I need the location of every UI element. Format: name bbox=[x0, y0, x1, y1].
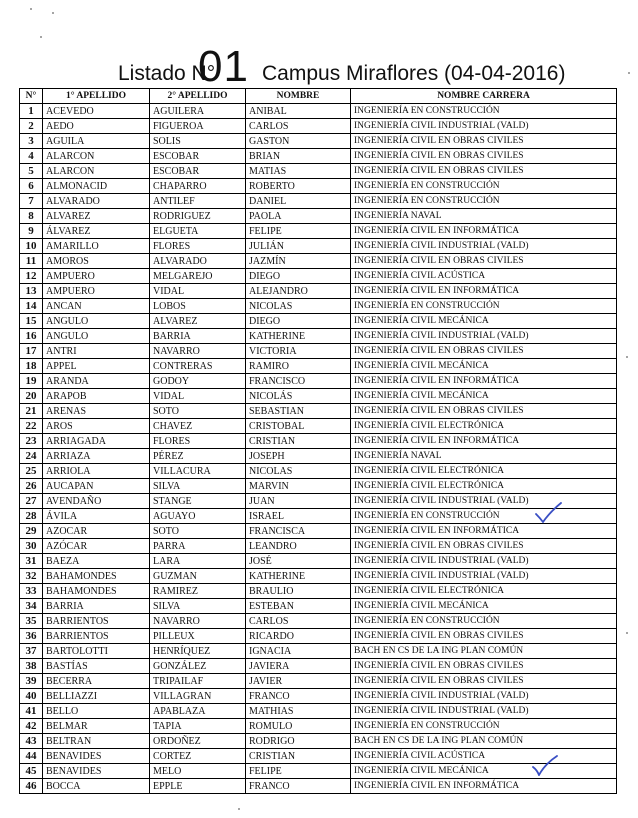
second-surname: RODRIGUEZ bbox=[150, 209, 246, 224]
table-row bbox=[20, 419, 617, 434]
career-name: INGENIERÍA CIVIL EN OBRAS CIVILES bbox=[351, 149, 617, 164]
career-name: INGENIERÍA NAVAL bbox=[351, 449, 617, 464]
table-row bbox=[20, 269, 617, 284]
table-row bbox=[20, 494, 617, 509]
first-surname: ÁVILA bbox=[43, 509, 150, 524]
scan-speck bbox=[40, 36, 42, 38]
col-second-surname-header: 2° APELLIDO bbox=[150, 89, 246, 104]
second-surname: VILLAGRAN bbox=[150, 689, 246, 704]
row-number: 41 bbox=[20, 704, 43, 719]
career-name: INGENIERÍA EN CONSTRUCCIÓN bbox=[351, 299, 617, 314]
first-name: ALEJANDRO bbox=[246, 284, 351, 299]
first-surname: AMOROS bbox=[43, 254, 150, 269]
first-surname: BAHAMONDES bbox=[43, 569, 150, 584]
career-name: INGENIERÍA CIVIL EN OBRAS CIVILES bbox=[351, 164, 617, 179]
second-surname: SOTO bbox=[150, 404, 246, 419]
row-number: 7 bbox=[20, 194, 43, 209]
row-number: 4 bbox=[20, 149, 43, 164]
second-surname: TAPIA bbox=[150, 719, 246, 734]
row-number: 8 bbox=[20, 209, 43, 224]
first-name: GASTON bbox=[246, 134, 351, 149]
career-name: INGENIERÍA CIVIL EN OBRAS CIVILES bbox=[351, 254, 617, 269]
career-name: INGENIERÍA CIVIL EN INFORMÁTICA bbox=[351, 224, 617, 239]
first-name: FRANCISCA bbox=[246, 524, 351, 539]
career-name: INGENIERÍA CIVIL INDUSTRIAL (VALD) bbox=[351, 239, 617, 254]
first-surname: ARRIAZA bbox=[43, 449, 150, 464]
first-name: DIEGO bbox=[246, 269, 351, 284]
career-name: INGENIERÍA CIVIL EN INFORMÁTICA bbox=[351, 374, 617, 389]
second-surname: FLORES bbox=[150, 434, 246, 449]
row-number: 39 bbox=[20, 674, 43, 689]
row-number: 37 bbox=[20, 644, 43, 659]
first-surname: BELMAR bbox=[43, 719, 150, 734]
row-number: 44 bbox=[20, 749, 43, 764]
first-surname: BECERRA bbox=[43, 674, 150, 689]
first-name: CRISTOBAL bbox=[246, 419, 351, 434]
row-number: 31 bbox=[20, 554, 43, 569]
career-name: INGENIERÍA CIVIL EN OBRAS CIVILES bbox=[351, 344, 617, 359]
first-name: KATHERINE bbox=[246, 569, 351, 584]
document-title bbox=[0, 28, 638, 91]
first-name: ESTEBAN bbox=[246, 599, 351, 614]
row-number: 29 bbox=[20, 524, 43, 539]
table-row bbox=[20, 614, 617, 629]
table-row bbox=[20, 239, 617, 254]
career-name: INGENIERÍA EN CONSTRUCCIÓN bbox=[351, 719, 617, 734]
row-number: 18 bbox=[20, 359, 43, 374]
table-row bbox=[20, 224, 617, 239]
second-surname: SOLIS bbox=[150, 134, 246, 149]
row-number: 10 bbox=[20, 239, 43, 254]
second-surname: VILLACURA bbox=[150, 464, 246, 479]
first-surname: BARRIA bbox=[43, 599, 150, 614]
first-surname: ALMONACID bbox=[43, 179, 150, 194]
table-row bbox=[20, 779, 617, 794]
first-surname: APPEL bbox=[43, 359, 150, 374]
second-surname: CORTEZ bbox=[150, 749, 246, 764]
first-name: CARLOS bbox=[246, 119, 351, 134]
second-surname: ESCOBAR bbox=[150, 164, 246, 179]
first-name: NICOLÁS bbox=[246, 389, 351, 404]
table-row bbox=[20, 629, 617, 644]
first-surname: AMPUERO bbox=[43, 284, 150, 299]
first-name: PAOLA bbox=[246, 209, 351, 224]
row-number: 17 bbox=[20, 344, 43, 359]
header-row bbox=[20, 89, 617, 104]
row-number: 11 bbox=[20, 254, 43, 269]
table-row bbox=[20, 584, 617, 599]
first-name: RICARDO bbox=[246, 629, 351, 644]
first-surname: BELLIAZZI bbox=[43, 689, 150, 704]
career-name: INGENIERÍA EN CONSTRUCCIÓN bbox=[351, 614, 617, 629]
row-number: 13 bbox=[20, 284, 43, 299]
first-name: ROMULO bbox=[246, 719, 351, 734]
first-name: DIEGO bbox=[246, 314, 351, 329]
second-surname: VIDAL bbox=[150, 284, 246, 299]
table-row bbox=[20, 134, 617, 149]
career-name: INGENIERÍA CIVIL MECÁNICA bbox=[351, 389, 617, 404]
table-row bbox=[20, 179, 617, 194]
first-surname: AGUILA bbox=[43, 134, 150, 149]
first-surname: ANCAN bbox=[43, 299, 150, 314]
col-first-surname-header: 1° APELLIDO bbox=[43, 89, 150, 104]
first-name: JULIÁN bbox=[246, 239, 351, 254]
second-surname: RAMIREZ bbox=[150, 584, 246, 599]
career-name: INGENIERÍA CIVIL EN INFORMÁTICA bbox=[351, 779, 617, 794]
table-row bbox=[20, 719, 617, 734]
table-row bbox=[20, 119, 617, 134]
first-name: RAMIRO bbox=[246, 359, 351, 374]
first-surname: ALARCON bbox=[43, 149, 150, 164]
first-surname: BARRIENTOS bbox=[43, 614, 150, 629]
first-name: NICOLAS bbox=[246, 299, 351, 314]
table-row bbox=[20, 389, 617, 404]
first-surname: ÁLVAREZ bbox=[43, 224, 150, 239]
second-surname: TRIPAILAF bbox=[150, 674, 246, 689]
row-number: 43 bbox=[20, 734, 43, 749]
first-name: CRISTIAN bbox=[246, 434, 351, 449]
first-name: MARVIN bbox=[246, 479, 351, 494]
table-row bbox=[20, 539, 617, 554]
first-surname: ARENAS bbox=[43, 404, 150, 419]
row-number: 34 bbox=[20, 599, 43, 614]
table-row bbox=[20, 344, 617, 359]
second-surname: HENRÍQUEZ bbox=[150, 644, 246, 659]
row-number: 15 bbox=[20, 314, 43, 329]
first-name: SEBASTIAN bbox=[246, 404, 351, 419]
scan-speck bbox=[30, 8, 32, 10]
second-surname: NAVARRO bbox=[150, 614, 246, 629]
career-name: INGENIERÍA CIVIL EN OBRAS CIVILES bbox=[351, 659, 617, 674]
first-surname: BELLO bbox=[43, 704, 150, 719]
first-name: IGNACIA bbox=[246, 644, 351, 659]
second-surname: MELGAREJO bbox=[150, 269, 246, 284]
table-row bbox=[20, 764, 617, 779]
career-name: INGENIERÍA CIVIL INDUSTRIAL (VALD) bbox=[351, 329, 617, 344]
second-surname: SILVA bbox=[150, 599, 246, 614]
second-surname: FIGUEROA bbox=[150, 119, 246, 134]
row-number: 26 bbox=[20, 479, 43, 494]
career-name: INGENIERÍA CIVIL ELECTRÓNICA bbox=[351, 584, 617, 599]
career-name: BACH EN CS DE LA ING PLAN COMÚN bbox=[351, 644, 617, 659]
first-surname: AEDO bbox=[43, 119, 150, 134]
career-name: INGENIERÍA CIVIL EN OBRAS CIVILES bbox=[351, 674, 617, 689]
table-row bbox=[20, 359, 617, 374]
second-surname: LOBOS bbox=[150, 299, 246, 314]
row-number: 38 bbox=[20, 659, 43, 674]
second-surname: PARRA bbox=[150, 539, 246, 554]
first-name: MATIAS bbox=[246, 164, 351, 179]
table-row bbox=[20, 314, 617, 329]
first-name: JOSÉ bbox=[246, 554, 351, 569]
career-name: INGENIERÍA CIVIL MECÁNICA bbox=[351, 599, 617, 614]
row-number: 22 bbox=[20, 419, 43, 434]
second-surname: ALVAREZ bbox=[150, 314, 246, 329]
first-surname: ARANDA bbox=[43, 374, 150, 389]
second-surname: NAVARRO bbox=[150, 344, 246, 359]
row-number: 46 bbox=[20, 779, 43, 794]
row-number: 19 bbox=[20, 374, 43, 389]
first-name: FRANCO bbox=[246, 689, 351, 704]
career-name: INGENIERÍA CIVIL ACÚSTICA bbox=[351, 749, 617, 764]
first-name: ROBERTO bbox=[246, 179, 351, 194]
table-row bbox=[20, 209, 617, 224]
first-name: FELIPE bbox=[246, 224, 351, 239]
first-surname: BOCCA bbox=[43, 779, 150, 794]
first-name: LEANDRO bbox=[246, 539, 351, 554]
col-name-header: NOMBRE bbox=[246, 89, 351, 104]
career-name: INGENIERÍA CIVIL MECÁNICA bbox=[351, 314, 617, 329]
first-surname: ARAPOB bbox=[43, 389, 150, 404]
first-name: CARLOS bbox=[246, 614, 351, 629]
row-number: 27 bbox=[20, 494, 43, 509]
row-number: 28 bbox=[20, 509, 43, 524]
first-name: FRANCISCO bbox=[246, 374, 351, 389]
row-number: 9 bbox=[20, 224, 43, 239]
first-surname: ARRIAGADA bbox=[43, 434, 150, 449]
first-surname: ANTRI bbox=[43, 344, 150, 359]
table-body bbox=[20, 104, 617, 794]
row-number: 45 bbox=[20, 764, 43, 779]
row-number: 35 bbox=[20, 614, 43, 629]
first-surname: ARRIOLA bbox=[43, 464, 150, 479]
table-row bbox=[20, 734, 617, 749]
table-row bbox=[20, 644, 617, 659]
career-name: INGENIERÍA CIVIL INDUSTRIAL (VALD) bbox=[351, 569, 617, 584]
first-surname: AMARILLO bbox=[43, 239, 150, 254]
row-number: 32 bbox=[20, 569, 43, 584]
row-number: 36 bbox=[20, 629, 43, 644]
table-row bbox=[20, 689, 617, 704]
career-name: INGENIERÍA CIVIL ACÚSTICA bbox=[351, 269, 617, 284]
row-number: 30 bbox=[20, 539, 43, 554]
first-surname: BARRIENTOS bbox=[43, 629, 150, 644]
scan-speck bbox=[626, 356, 628, 358]
second-surname: AGUILERA bbox=[150, 104, 246, 119]
row-number: 2 bbox=[20, 119, 43, 134]
career-name: INGENIERÍA CIVIL ELECTRÓNICA bbox=[351, 464, 617, 479]
career-name: INGENIERÍA CIVIL INDUSTRIAL (VALD) bbox=[351, 689, 617, 704]
first-surname: BELTRAN bbox=[43, 734, 150, 749]
second-surname: CONTRERAS bbox=[150, 359, 246, 374]
row-number: 24 bbox=[20, 449, 43, 464]
second-surname: AGUAYO bbox=[150, 509, 246, 524]
row-number: 20 bbox=[20, 389, 43, 404]
table-row bbox=[20, 599, 617, 614]
second-surname: LARA bbox=[150, 554, 246, 569]
career-name: INGENIERÍA CIVIL EN INFORMÁTICA bbox=[351, 434, 617, 449]
first-name: MATHIAS bbox=[246, 704, 351, 719]
second-surname: SOTO bbox=[150, 524, 246, 539]
career-name: INGENIERÍA EN CONSTRUCCIÓN bbox=[351, 509, 617, 524]
table-row bbox=[20, 164, 617, 179]
listado-number: 01 bbox=[198, 42, 249, 91]
second-surname: CHAPARRO bbox=[150, 179, 246, 194]
first-surname: AUCAPAN bbox=[43, 479, 150, 494]
table-row bbox=[20, 404, 617, 419]
col-number-header: N° bbox=[20, 89, 43, 104]
table-row bbox=[20, 569, 617, 584]
career-name: INGENIERÍA CIVIL EN OBRAS CIVILES bbox=[351, 629, 617, 644]
career-name: INGENIERÍA CIVIL INDUSTRIAL (VALD) bbox=[351, 704, 617, 719]
row-number: 40 bbox=[20, 689, 43, 704]
second-surname: FLORES bbox=[150, 239, 246, 254]
table-row bbox=[20, 749, 617, 764]
career-name: INGENIERÍA CIVIL EN OBRAS CIVILES bbox=[351, 539, 617, 554]
career-name: INGENIERÍA CIVIL INDUSTRIAL (VALD) bbox=[351, 554, 617, 569]
first-surname: AMPUERO bbox=[43, 269, 150, 284]
second-surname: VIDAL bbox=[150, 389, 246, 404]
first-name: JAVIERA bbox=[246, 659, 351, 674]
first-surname: BAEZA bbox=[43, 554, 150, 569]
first-name: VICTORIA bbox=[246, 344, 351, 359]
first-name: JAZMÍN bbox=[246, 254, 351, 269]
first-surname: BASTÍAS bbox=[43, 659, 150, 674]
second-surname: ESCOBAR bbox=[150, 149, 246, 164]
first-name: KATHERINE bbox=[246, 329, 351, 344]
second-surname: STANGE bbox=[150, 494, 246, 509]
table-header bbox=[20, 89, 617, 104]
second-surname: MELO bbox=[150, 764, 246, 779]
row-number: 6 bbox=[20, 179, 43, 194]
col-career-header: NOMBRE CARRERA bbox=[351, 89, 617, 104]
second-surname: PÉREZ bbox=[150, 449, 246, 464]
first-name: BRIAN bbox=[246, 149, 351, 164]
second-surname: APABLAZA bbox=[150, 704, 246, 719]
second-surname: SILVA bbox=[150, 479, 246, 494]
row-number: 1 bbox=[20, 104, 43, 119]
table-row bbox=[20, 149, 617, 164]
second-surname: BARRIA bbox=[150, 329, 246, 344]
career-name: INGENIERÍA CIVIL EN OBRAS CIVILES bbox=[351, 134, 617, 149]
table-row bbox=[20, 194, 617, 209]
student-list-table bbox=[19, 88, 617, 794]
career-name: INGENIERÍA CIVIL INDUSTRIAL (VALD) bbox=[351, 494, 617, 509]
second-surname: CHAVEZ bbox=[150, 419, 246, 434]
first-name: RODRIGO bbox=[246, 734, 351, 749]
career-name: INGENIERÍA CIVIL EN INFORMÁTICA bbox=[351, 524, 617, 539]
career-name: INGENIERÍA CIVIL MECÁNICA bbox=[351, 764, 617, 779]
table-row bbox=[20, 509, 617, 524]
second-surname: ANTILEF bbox=[150, 194, 246, 209]
row-number: 23 bbox=[20, 434, 43, 449]
first-name: JOSEPH bbox=[246, 449, 351, 464]
second-surname: PILLEUX bbox=[150, 629, 246, 644]
table-row bbox=[20, 704, 617, 719]
second-surname: EPPLE bbox=[150, 779, 246, 794]
first-name: JAVIER bbox=[246, 674, 351, 689]
scan-speck bbox=[626, 632, 628, 634]
second-surname: GONZÁLEZ bbox=[150, 659, 246, 674]
first-surname: BENAVIDES bbox=[43, 749, 150, 764]
career-name: INGENIERÍA CIVIL EN OBRAS CIVILES bbox=[351, 404, 617, 419]
row-number: 5 bbox=[20, 164, 43, 179]
career-name: INGENIERÍA CIVIL ELECTRÓNICA bbox=[351, 479, 617, 494]
first-name: NICOLAS bbox=[246, 464, 351, 479]
first-surname: AZÓCAR bbox=[43, 539, 150, 554]
table-row bbox=[20, 674, 617, 689]
table-row bbox=[20, 374, 617, 389]
first-name: ISRAEL bbox=[246, 509, 351, 524]
scan-speck bbox=[628, 72, 630, 74]
first-surname: AVENDAÑO bbox=[43, 494, 150, 509]
first-surname: AZOCAR bbox=[43, 524, 150, 539]
first-surname: BENAVIDES bbox=[43, 764, 150, 779]
table-row bbox=[20, 449, 617, 464]
first-surname: ANGULO bbox=[43, 329, 150, 344]
first-name: CRISTIAN bbox=[246, 749, 351, 764]
second-surname: GODOY bbox=[150, 374, 246, 389]
table-row bbox=[20, 329, 617, 344]
first-surname: BAHAMONDES bbox=[43, 584, 150, 599]
campus-date: Campus Miraflores (04-04-2016) bbox=[262, 62, 566, 85]
table-row bbox=[20, 299, 617, 314]
row-number: 42 bbox=[20, 719, 43, 734]
row-number: 12 bbox=[20, 269, 43, 284]
table-row bbox=[20, 104, 617, 119]
career-name: INGENIERÍA EN CONSTRUCCIÓN bbox=[351, 104, 617, 119]
table-row bbox=[20, 554, 617, 569]
career-name: INGENIERÍA CIVIL INDUSTRIAL (VALD) bbox=[351, 119, 617, 134]
career-name: INGENIERÍA NAVAL bbox=[351, 209, 617, 224]
first-surname: ANGULO bbox=[43, 314, 150, 329]
table-row bbox=[20, 659, 617, 674]
first-surname: AROS bbox=[43, 419, 150, 434]
table-row bbox=[20, 434, 617, 449]
career-name: INGENIERÍA CIVIL ELECTRÓNICA bbox=[351, 419, 617, 434]
row-number: 14 bbox=[20, 299, 43, 314]
first-name: FELIPE bbox=[246, 764, 351, 779]
row-number: 33 bbox=[20, 584, 43, 599]
second-surname: ALVARADO bbox=[150, 254, 246, 269]
career-name: INGENIERÍA EN CONSTRUCCIÓN bbox=[351, 179, 617, 194]
second-surname: ORDOÑEZ bbox=[150, 734, 246, 749]
first-name: JUAN bbox=[246, 494, 351, 509]
row-number: 3 bbox=[20, 134, 43, 149]
table-row bbox=[20, 254, 617, 269]
handwritten-check-icon bbox=[534, 502, 562, 524]
table-row bbox=[20, 284, 617, 299]
handwritten-check-icon bbox=[530, 754, 558, 776]
first-name: ANIBAL bbox=[246, 104, 351, 119]
second-surname: GUZMAN bbox=[150, 569, 246, 584]
first-surname: ALARCON bbox=[43, 164, 150, 179]
table-row bbox=[20, 479, 617, 494]
row-number: 25 bbox=[20, 464, 43, 479]
first-surname: ACEVEDO bbox=[43, 104, 150, 119]
career-name: INGENIERÍA CIVIL MECÁNICA bbox=[351, 359, 617, 374]
row-number: 16 bbox=[20, 329, 43, 344]
first-name: FRANCO bbox=[246, 779, 351, 794]
career-name: BACH EN CS DE LA ING PLAN COMÚN bbox=[351, 734, 617, 749]
row-number: 21 bbox=[20, 404, 43, 419]
table-row bbox=[20, 524, 617, 539]
scan-speck bbox=[52, 12, 54, 14]
first-name: DANIEL bbox=[246, 194, 351, 209]
scan-speck bbox=[238, 808, 240, 810]
first-name: BRAULIO bbox=[246, 584, 351, 599]
second-surname: ELGUETA bbox=[150, 224, 246, 239]
career-name: INGENIERÍA CIVIL EN INFORMÁTICA bbox=[351, 284, 617, 299]
first-surname: BARTOLOTTI bbox=[43, 644, 150, 659]
first-surname: ALVAREZ bbox=[43, 209, 150, 224]
listado-label: Listado N° bbox=[118, 62, 216, 85]
table-row bbox=[20, 464, 617, 479]
first-surname: ALVARADO bbox=[43, 194, 150, 209]
career-name: INGENIERÍA EN CONSTRUCCIÓN bbox=[351, 194, 617, 209]
